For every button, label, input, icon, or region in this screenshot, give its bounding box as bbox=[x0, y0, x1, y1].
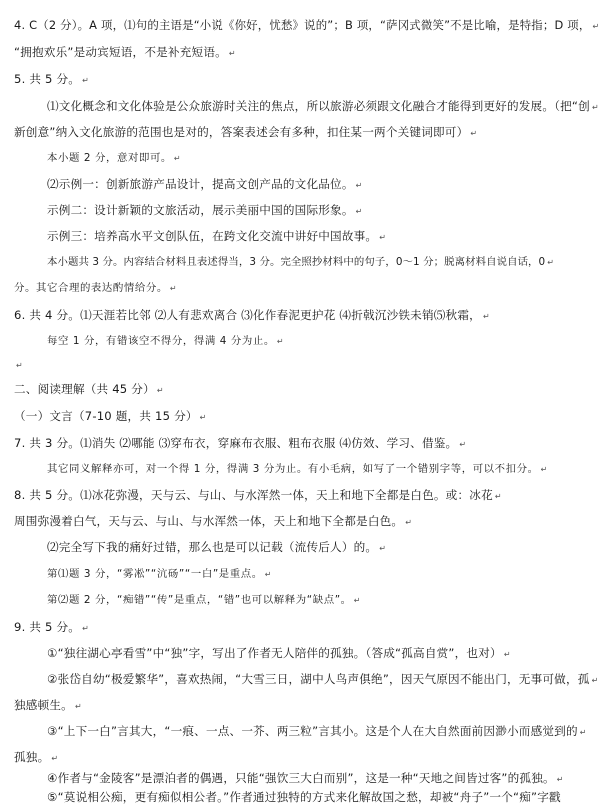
answer-8-scoring-2: 第⑵题 2 分，“痴错”“传”是重点，“错”也可以解释为“缺点”。 ↵ bbox=[47, 594, 361, 606]
answer-7: 7. 共 3 分。⑴消失 ⑵哪能 ⑶穿布衣，穿麻布衣服、粗布衣服 ⑷仿效、学习、借鉴。 ↵ bbox=[14, 436, 467, 450]
answer-8-line-2: 周围弥漫着白气，天与云、与山、与水浑然一体，天上和地下全都是白色。 ↵ bbox=[14, 514, 412, 528]
answer-5-2-scoring-line-2: 分。其它合理的表达酌情给分。 ↵ bbox=[14, 282, 177, 294]
answer-7-scoring: 其它同义解释亦可，对一个得 1 分，得满 3 分为止。有小毛病，如写了一个错别字等，可以不扣分。 ↵ bbox=[47, 463, 548, 475]
answer-6-scoring: 每空 1 分，有错该空不得分，得满 4 分为止。 ↵ bbox=[47, 335, 284, 347]
answer-5-heading: 5. 共 5 分。 ↵ bbox=[14, 72, 89, 86]
answer-9-point-2-line-2: 独感顿生。 ↵ bbox=[14, 698, 82, 712]
answer-9-point-5: ⑤“莫说相公痴，更有痴似相公者。”作者通过独特的方式来化解故国之愁，却被“舟子”一个“痴”字戳 bbox=[47, 790, 561, 804]
answer-8-line-1: 8. 共 5 分。⑴冰花弥漫，天与云、与山、与水浑然一体，天上和地下全都是白色。或：冰花 ↵ bbox=[14, 488, 502, 502]
answer-5-2-example-1: ⑵示例一：创新旅游产品设计，提高文创产品的文化品位。 ↵ bbox=[47, 177, 363, 191]
answer-4-line-1: 4. C（2 分）。A 项，⑴句的主语是“小说《你好，忧愁》说的”；B 项，“萨冈式微笑”不是比喻，是特指；D 项， ↵ bbox=[14, 18, 600, 32]
section-2-heading: 二、阅读理解（共 45 分） ↵ bbox=[14, 382, 164, 396]
answer-9-point-1: ①“独往湖心亭看雪”中“独”字，写出了作者无人陪伴的孤独。（答成“孤高自赏”，也对） ↵ bbox=[47, 646, 511, 660]
answer-9-point-3-line-2: 孤独。 ↵ bbox=[14, 750, 59, 764]
answer-5-2-example-3: 示例三：培养高水平文创队伍，在跨文化交流中讲好中国故事。 ↵ bbox=[47, 229, 386, 243]
answer-9-heading: 9. 共 5 分。 ↵ bbox=[14, 620, 89, 634]
answer-5-1-line-1: ⑴文化概念和文化体验是公众旅游时关注的焦点，所以旅游必须跟文化融合才能得到更好的发展。（把“创 ↵ bbox=[47, 99, 599, 113]
answer-5-1-line-2: 新创意”纳入文化旅游的范围也是对的，答案表述会有多种，扣住某一两个关键词即可） ↵ bbox=[14, 125, 478, 139]
answer-8-scoring-1: 第⑴题 3 分，“雾凇”“沆砀”“一白”是重点。 ↵ bbox=[47, 568, 272, 580]
answer-4-line-2: “拥抱欢乐”是动宾短语，不是补充短语。 ↵ bbox=[14, 45, 236, 59]
answer-5-1-scoring: 本小题 2 分，意对即可。 ↵ bbox=[47, 152, 181, 164]
answer-5-2-example-2: 示例二：设计新颖的文旅活动，展示美丽中国的国际形象。 ↵ bbox=[47, 203, 363, 217]
section-2-subheading: （一）文言（7-10 题，共 15 分） ↵ bbox=[14, 409, 207, 423]
answer-5-2-scoring-line-1: 本小题共 3 分。内容结合材料且表述得当，3 分。完全照抄材料中的句子，0～1 分；脱离材料自说自话，0 ↵ bbox=[47, 256, 554, 268]
answer-8-2: ⑵完全写下我的痛好过错，那么也是可以记载（流传后人）的。 ↵ bbox=[47, 540, 386, 554]
answer-9-point-4: ④作者与“金陵客”是漂泊者的偶遇，只能“强饮三大白而别”，这是一种“天地之间皆过客”的孤独。 ↵ bbox=[47, 771, 564, 785]
blank-paragraph: ↵ bbox=[16, 361, 23, 370]
answer-9-point-3-line-1: ③“上下一白”言其大，“一痕、一点、一芥、两三粒”言其小。这是个人在大自然面前因渺小而感觉到的 ↵ bbox=[47, 724, 587, 738]
answer-6: 6. 共 4 分。⑴天涯若比邻 ⑵人有悲欢离合 ⑶化作春泥更护花 ⑷折戟沉沙铁未销⑸秋霜， ↵ bbox=[14, 308, 490, 322]
answer-9-point-2-line-1: ②张岱自幼“极爱繁华”，喜欢热闹，“大雪三日，湖中人鸟声俱绝”，因天气原因不能出门，无事可做，孤 ↵ bbox=[47, 672, 599, 686]
